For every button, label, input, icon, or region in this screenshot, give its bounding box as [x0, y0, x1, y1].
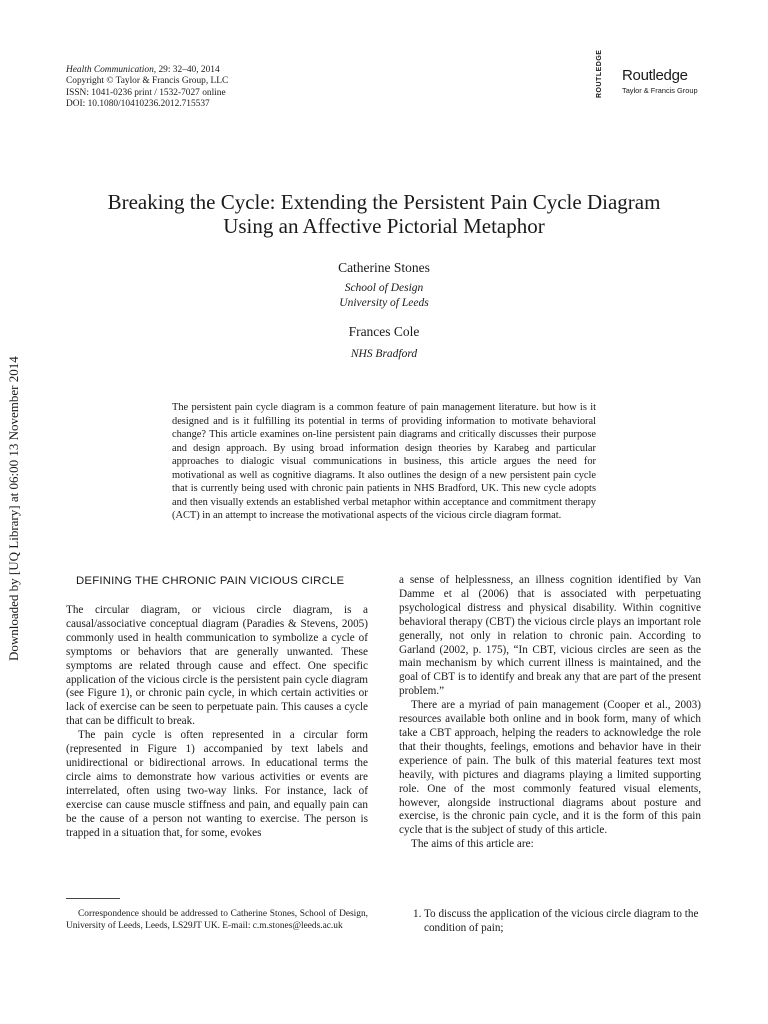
affiliation-university: University of Leeds — [339, 297, 429, 309]
title-line-1: Breaking the Cycle: Extending the Persistent Pain Cycle Diagram — [107, 190, 661, 214]
title-line-2: Using an Affective Pictorial Metaphor — [223, 214, 545, 238]
correspondence-note: Correspondence should be addressed to Catherine Stones, School of Design, University of Leeds, Leeds, LS29JT UK. E-mail: c.m.stones@leeds.ac.uk — [66, 909, 368, 932]
footnote — [66, 908, 368, 933]
affiliation-school: School of Design — [344, 282, 424, 294]
section-heading: DEFINING THE CHRONIC PAIN VICIOUS CIRCLE — [76, 575, 345, 587]
author-name-2: Frances Cole — [348, 324, 420, 339]
author-affiliation-1 — [66, 281, 702, 311]
publisher-name: Routledge — [622, 67, 688, 84]
list-text: To discuss the application of the vicious circle diagram to the condition of pain; — [424, 908, 699, 934]
footnote-divider — [66, 898, 120, 899]
copyright-line: Copyright © Taylor & Francis Group, LLC — [66, 76, 229, 87]
doi-line: DOI: 10.1080/10410236.2012.715537 — [66, 99, 210, 110]
publisher-logo — [596, 49, 706, 98]
body-paragraph: The pain cycle is often represented in a circular form (represented in Figure 1) accompanied by text labels and unidirectional or bidirectional arrows. In educational terms the circle aims to demonstrate how various activities or events are interrelated, often using two-way links. For instance, lack of exercise can cause muscle stiffness and pain, and equally pain can be the cause of a person not wanting to exercise. The person is trapped in a situation that, for some, evokes — [66, 729, 368, 839]
article-metadata — [66, 65, 228, 111]
abstract: The persistent pain cycle diagram is a common feature of pain management literature. but how is it designed and is it fulfilling its potential in terms of providing information to motivate behavioral change? This article examines on-line persistent pain diagrams and critically discusses their purpose and design approach. By using broad information design theories by Karabeg and particular approaches to dialogic visual communications in business, this article argues the need for motivational as well as cognitive diagrams. It also outlines the design of a new persistent pain cycle that is currently being used with chronic pain patients in NHS Bradford, UK. This new cycle adopts and then visually extends an established verbal metaphor within acceptance and commitment therapy (ACT) in an attempt to increase the motivational aspects of the vicious circle diagram format. — [172, 402, 596, 521]
author-name-1: Catherine Stones — [338, 260, 430, 275]
author-affiliation-2: NHS Bradford — [350, 348, 418, 360]
publisher-group: Taylor & Francis Group — [622, 86, 698, 95]
left-column — [66, 604, 368, 840]
right-column — [399, 574, 701, 852]
volume-pages: , 29: 32–40, 2014 — [153, 65, 220, 75]
aims-intro: The aims of this article are: — [411, 838, 534, 851]
download-watermark: Downloaded by [UQ Library] at 06:00 13 November 2014 — [6, 356, 21, 661]
journal-citation — [66, 65, 228, 76]
logo-mark-icon: ROUTLEDGE — [596, 49, 603, 98]
body-paragraph: a sense of helplessness, an illness cognition identified by Van Damme et al (2006) that is associated with perpetuating psychological distress and physical disability. Within cognitive behavioral therapy (CBT) the vicious circle plays an important role generally, not only in relation to chronic pain. According to Garland (2002, p. 175), “In CBT, vicious circles are seen as the main mechanism by which current illness is maintained, and the goal of CBT is to identify and break any that are part of the present problem.” — [399, 574, 701, 698]
article-title — [66, 190, 702, 238]
body-paragraph: The circular diagram, or vicious circle diagram, is a causal/associative conceptual diagram (Paradies & Stevens, 2005) commonly used in health communication to symbolize a cycle of symptoms or behaviors that are generally unwanted. These symptoms are related through cause and effect. One specific application of the vicious circle is the persistent pain cycle diagram (see Figure 1), or chronic pain cycle, in which certain activities or lack of exercise can be seen to perpetuate pain. This causes a cycle that can be difficult to break. — [66, 604, 368, 728]
journal-name: Health Communication — [66, 65, 154, 75]
list-number: 1. — [413, 908, 422, 920]
body-paragraph: There are a myriad of pain management (Cooper et al., 2003) resources available both online and in book form, many of which take a CBT approach, helping the readers to acknowledge the role that their thoughts, feelings, emotions and behavior have in their experience of pain. The bulk of this material features text most heavily, with pictures and diagrams playing a limited supporting role. One of the most commonly featured visual elements, however, alongside instructional diagrams about posture and exercise, is the chronic pain cycle, and it is the form of this pain cycle that is the subject of study of this article. — [399, 699, 701, 837]
issn-line: ISSN: 1041-0236 print / 1532-7027 online — [66, 87, 226, 98]
